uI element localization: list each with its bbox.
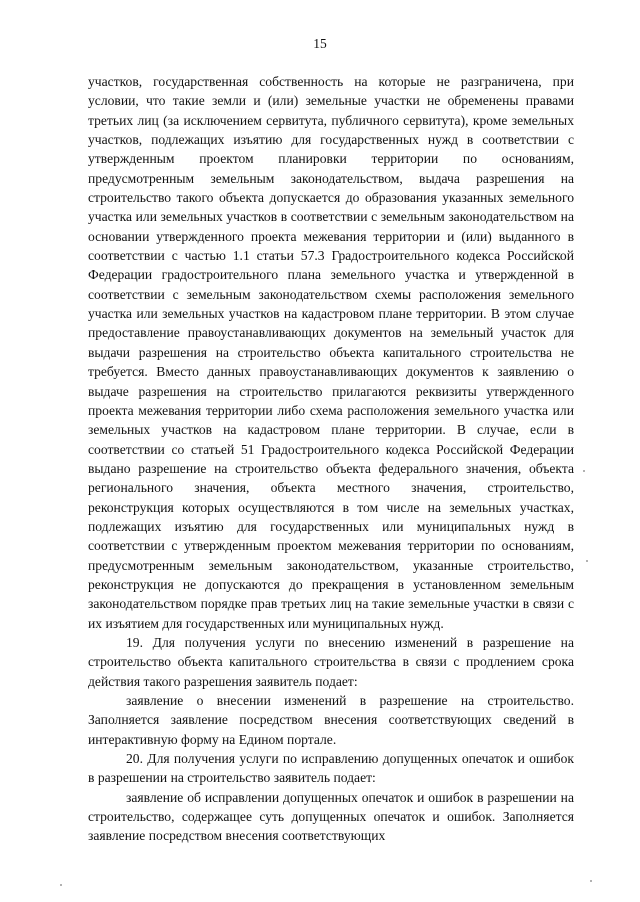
paragraph-item-20-application: заявление об исправлении допущенных опечаток и ошибок в разрешении на строительство, содержащее суть допущенных опечаток и ошибок. Заполняется заявление посредством внесения соответствующих (88, 789, 574, 844)
scan-speck (60, 884, 62, 886)
paragraph-item-19: 19. Для получения услуги по внесению изменений в разрешение на строительство объекта капитального строительства в связи с продлением срока действия такого разрешения заявитель подает: (88, 634, 574, 689)
document-body (88, 72, 574, 846)
scan-speck (586, 560, 588, 562)
scan-speck (590, 880, 592, 882)
paragraph-land-plot-continuation: участков, государственная собственность на которые не разграничена, при условии, что такие земли и (или) земельные участки не обременены правами третьих лиц (за исключением сервитута, публичного сервитута), кроме земельных участков, подлежащих изъятию для государственных нужд в соответствии с утвержденным проектом планировки территории по основаниям, предусмотренным земельным законодательством, выдача разрешения на строительство такого объекта допускается до образования указанных земельного участка или земельных участков в соответствии с земельным законодательством на основании утвержденного проекта межевания территории и (или) выданного в соответствии с частью 1.1 статьи 57.3 Градостроительного кодекса Российской Федерации градостроительного плана земельного участка и утвержденной в соответствии с земельным законодательством схемы расположения земельного участка или земельных участков на кадастровом плане территории. В этом случае предоставление правоустанавливающих документов на земельный участок для выдачи разрешения на строительство объекта капитального строительства не требуется. Вместо данных правоустанавливающих документов к заявлению о выдаче разрешения на строительство прилагаются реквизиты утвержденного проекта межевания территории либо схема расположения земельного участка или земельных участков на кадастровом плане территории. В случае, если в соответствии со статьей 51 Градостроительного кодекса Российской Федерации выдано разрешение на строительство объекта федерального значения, объекта регионального значения, объекта местного значения, строительство, реконструкция которых осуществляются в том числе на земельных участках, подлежащих изъятию для государственных или муниципальных нужд в соответствии с утвержденным проектом межевания территории по основаниям, предусмотренным земельным законодательством, указанные строительство, реконструкция не допускаются до прекращения в установленном земельным законодательством порядке прав третьих лиц на такие земельные участки в связи с их изъятием для государственных или муниципальных нужд. (88, 74, 574, 631)
paragraph-item-19-application: заявление о внесении изменений в разрешение на строительство. Заполняется заявление посредством внесения соответствующих сведений в интерактивную форму на Едином портале. (88, 693, 574, 747)
paragraph-item-20: 20. Для получения услуги по исправлению допущенных опечаток и ошибок в разрешении на строительство заявитель подает: (88, 751, 574, 786)
page-number: 15 (313, 36, 327, 51)
scan-speck (583, 470, 585, 472)
